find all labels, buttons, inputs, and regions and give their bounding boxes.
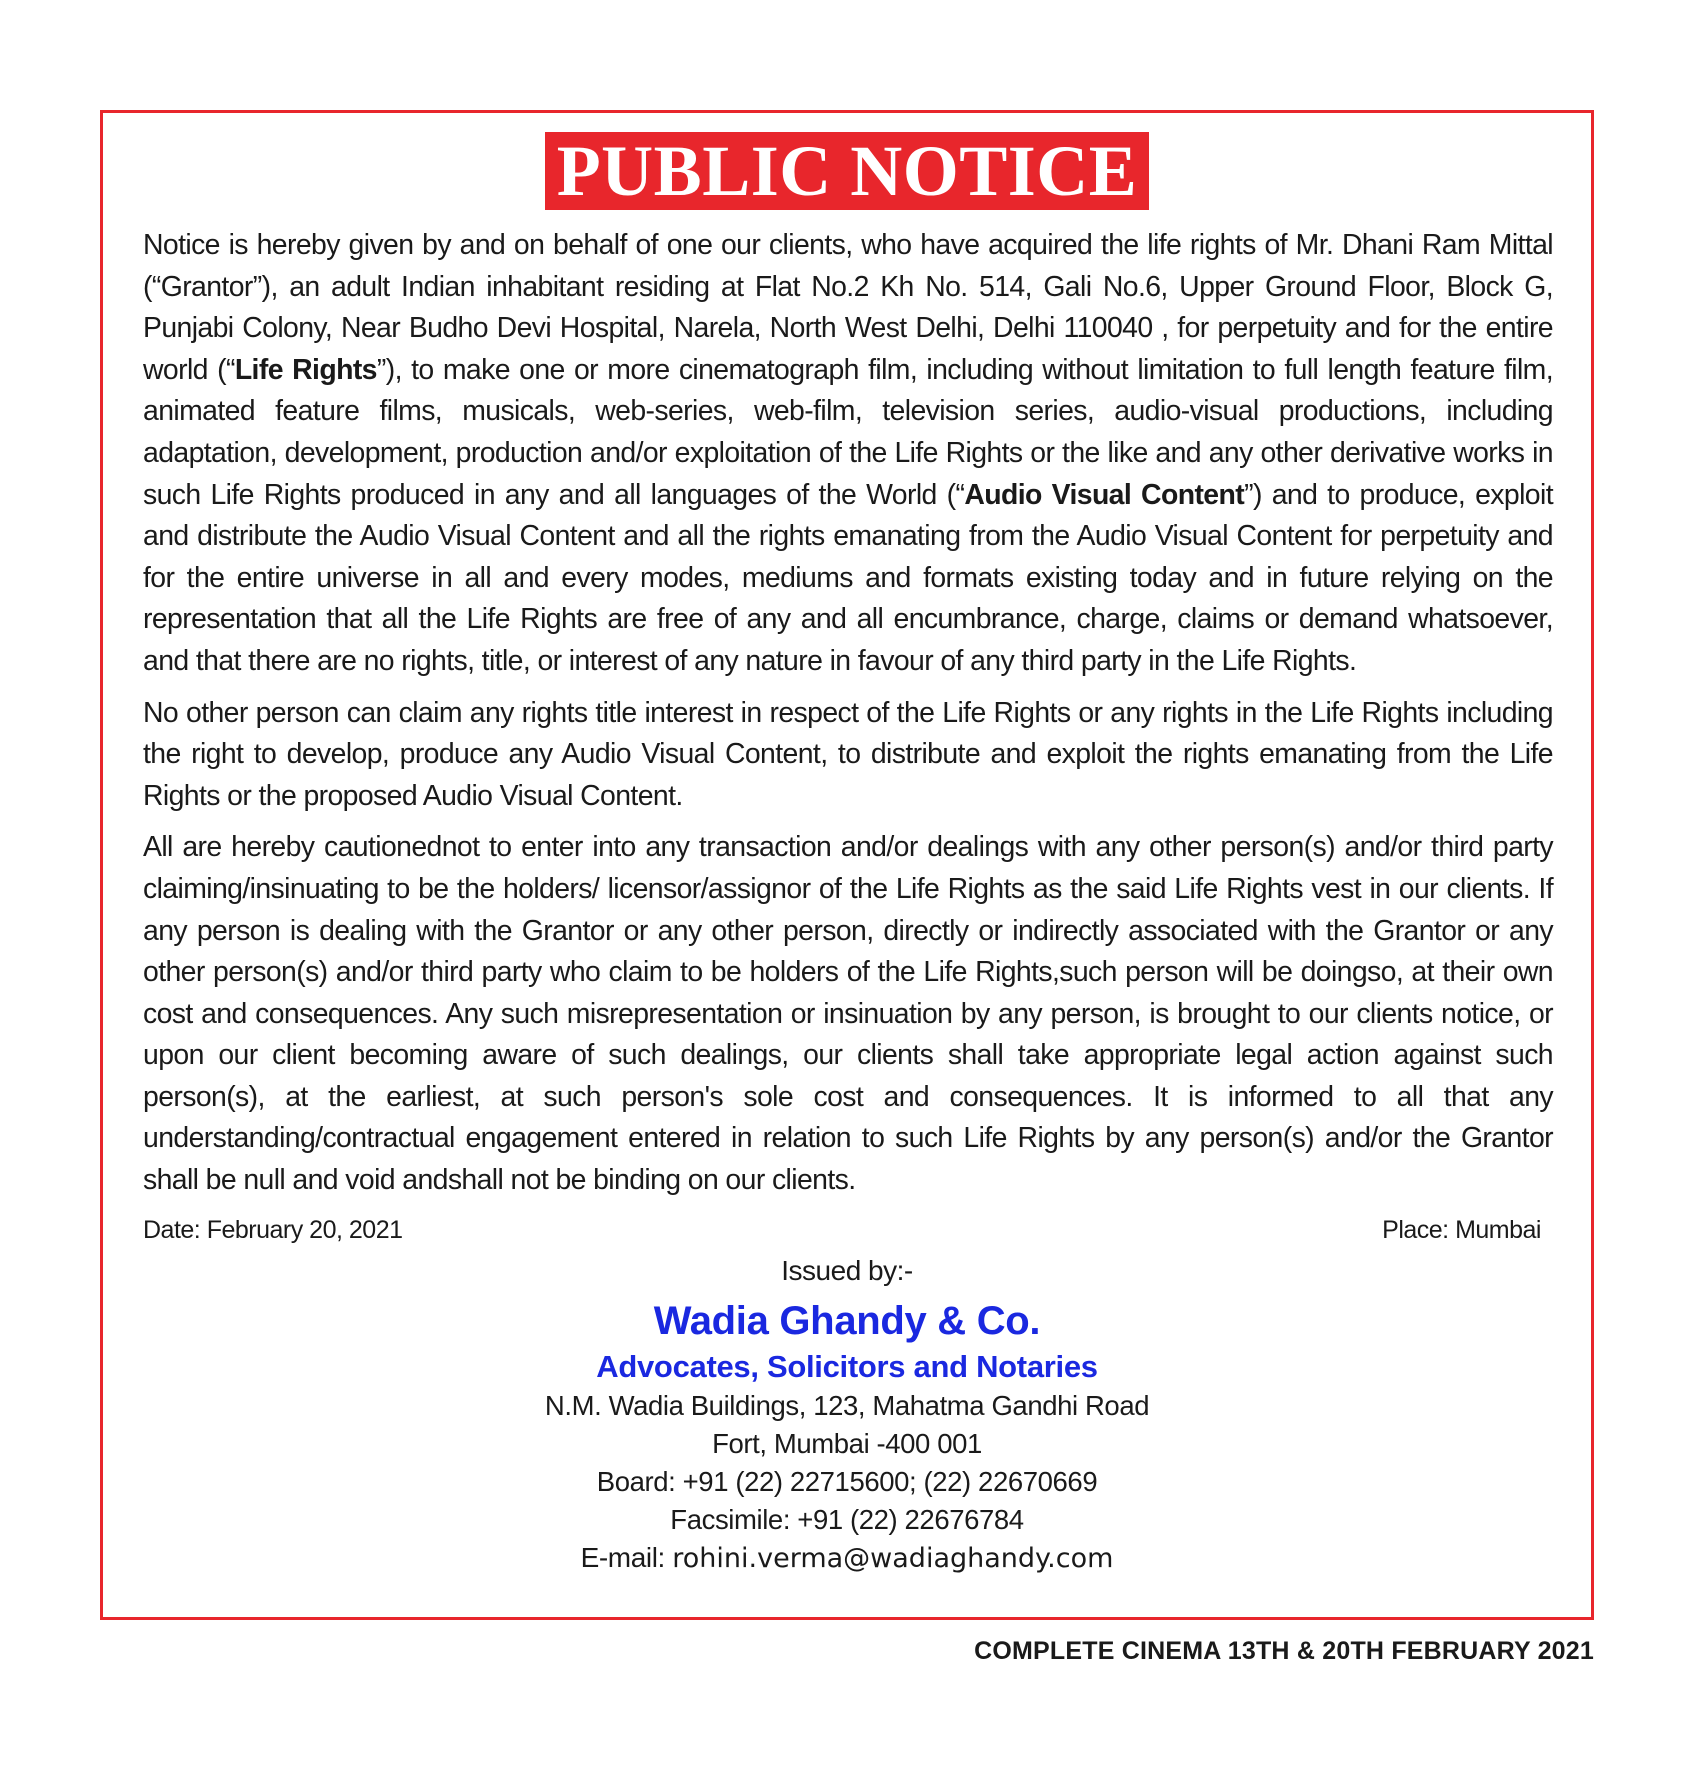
paragraph1-part3: ”) and to produce, exploit and distribute the Audio Visual Content and all the rights emanating from the Audio Visual Content for perpetuity and for the entire universe in all and every modes, mediums and formats existing today and in future relying on the representation that all the Life Rights are free of any and all encumbrance, charge, claims or demand whatsoever, and that there are no rights, title, or interest of any nature in favour of any third party in the Life Rights. [143, 478, 1553, 677]
notice-place: Place: Mumbai [1382, 1216, 1541, 1244]
paragraph1-part2: ”), to make one or more cinematograph film, including without limitation to full length feature film, animated feature films, musicals, web-series, web-film, television series, audio-visual productions, including adaptation, development, production and/or exploitation of the Life Rights or the like and any other derivative works in such Life Rights produced in any and all languages of the World (“ [143, 353, 1553, 511]
paragraph-no-claims: No other person can claim any rights title interest in respect of the Life Rights or any rights in the Life Rights including the right to develop, produce any Audio Visual Content, to distribute and exploit the rights emanating from the Life Rights or the proposed Audio Visual Content. [143, 696, 1553, 812]
firm-subtitle: Advocates, Solicitors and Notaries [596, 1349, 1098, 1384]
email-label: E-mail: [580, 1542, 673, 1573]
public-notice-frame [100, 110, 1594, 1620]
paragraph-caution: All are hereby cautionednot to enter into any transaction and/or dealings with any other person(s) and/or third party claiming/insinuating to be the holders/ licensor/assignor of the Life Rights as the said Life Rights vest in our clients. If any person is dealing with the Grantor or any other person, directly or indirectly associated with the Grantor or any other person(s) and/or third party who claim to be holders of the Life Rights,such person will be doingso, at their own cost and consequences. Any such misrepresentation or insinuation by any person, is brought to our clients notice, or upon our client becoming aware of such dealings, our clients shall take appropriate legal action against such person(s), at the earliest, at such person's sole cost and consequences. It is informed to all that any understanding/contractual engagement entered in relation to such Life Rights by any person(s) and/or the Grantor shall be null and void andshall not be binding on our clients. [143, 831, 1553, 1197]
firm-name: Wadia Ghandy & Co. [653, 1299, 1041, 1343]
paragraph1-part1: Notice is hereby given by and on behalf of one our clients, who have acquired the life rights of Mr. Dhani Ram Mittal (“Grantor”), an adult Indian inhabitant residing at Flat No.2 Kh No. 514, Gali No.6, Upper Ground Floor, Block G, Punjabi Colony, Near Budho Devi Hospital, Narela, North West Delhi, Delhi 110040 , for perpetuity and for the entire world (“ [143, 229, 1553, 386]
term-audio-visual-content: Audio Visual Content [964, 478, 1245, 511]
title-wrap [103, 132, 1591, 210]
issued-by-label: Issued by:- [781, 1255, 913, 1286]
address-line-2: Fort, Mumbai -400 001 [712, 1428, 982, 1459]
term-life-rights: Life Rights [234, 353, 377, 386]
email-line [103, 1539, 1591, 1578]
notice-body [143, 225, 1553, 1212]
publication-footer: COMPLETE CINEMA 13TH & 20TH FEBRUARY 2021 [974, 1637, 1594, 1665]
facsimile: Facsimile: +91 (22) 22676784 [670, 1504, 1024, 1535]
issuer-block [103, 1253, 1591, 1578]
paragraph-life-rights [143, 225, 1553, 683]
notice-title: PUBLIC NOTICE [545, 132, 1150, 210]
board-phone: Board: +91 (22) 22715600; (22) 22670669 [596, 1466, 1098, 1497]
notice-date: Date: February 20, 2021 [143, 1216, 403, 1244]
email-address: rohini.verma@wadiaghandy.com [672, 1543, 1114, 1574]
address-line-1: N.M. Wadia Buildings, 123, Mahatma Gandhi Road [544, 1390, 1150, 1421]
